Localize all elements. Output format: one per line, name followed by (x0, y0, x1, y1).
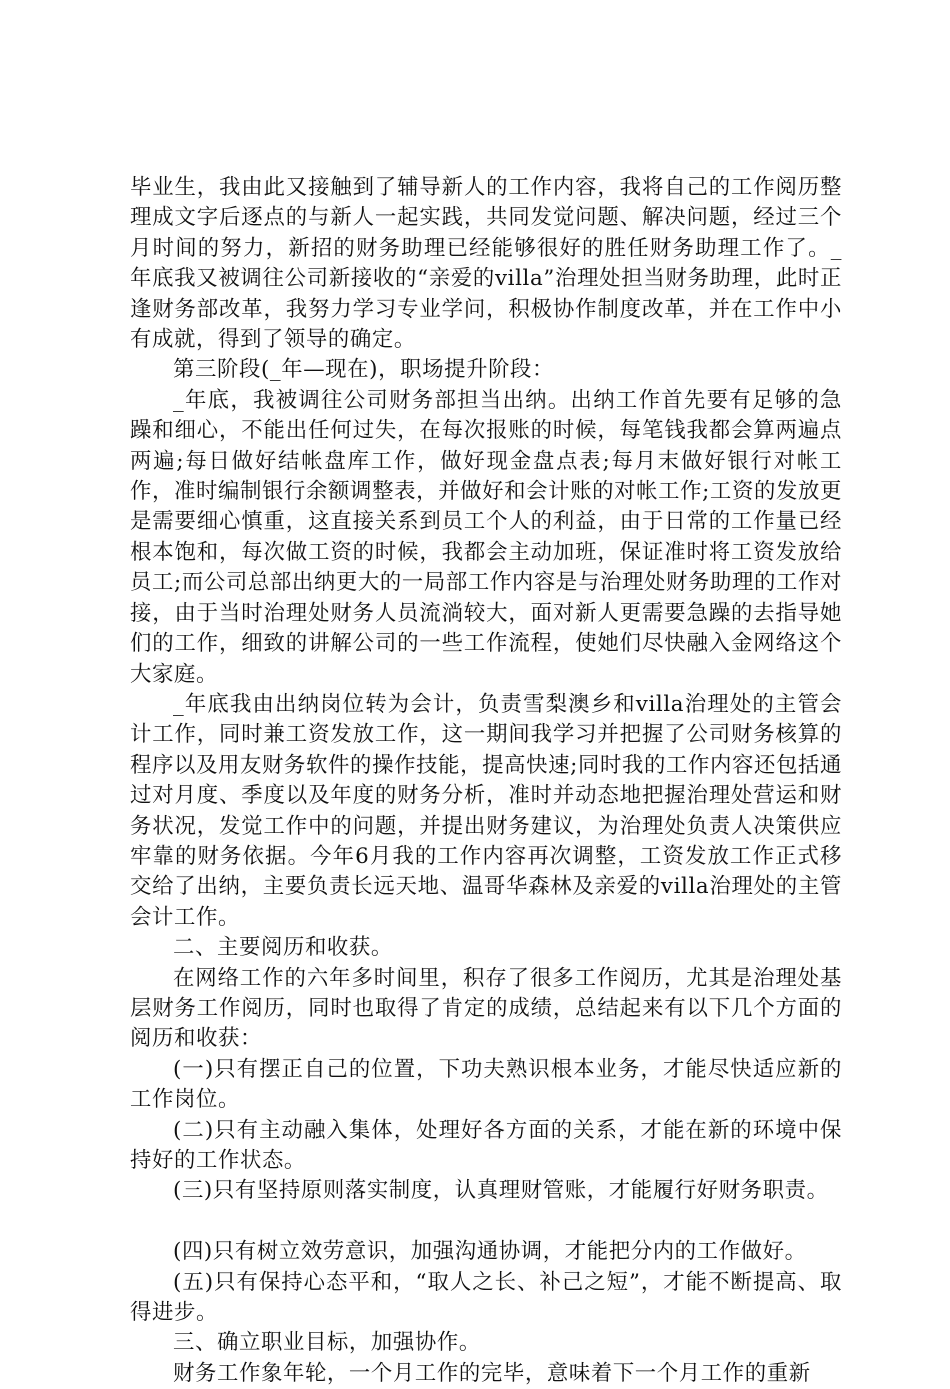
paragraph-3: _年底，我被调往公司财务部担当出纳。出纳工作首先要有足够的急躁和细心，不能出任何过失，在每次报账的时候，每笔钱我都会算两遍点两遍;每日做好结帐盘库工作，做好现金盘点表;每月末做好银行对帐工作，准时编制银行余额调整表，并做好和会计账的对帐工作;工资的发放更是需要细心慎重，这直接关系到员工个人的利益，由于日常的工作量已经根本饱和，每次做工资的时候，我都会主动加班，保证准时将工资发放给员工;而公司总部出纳更大的一局部工作内容是与治理处财务助理的工作对接，由于当时治理处财务人员流淌较大，面对新人更需要急躁的去指导她们的工作，细致的讲解公司的一些工作流程，使她们尽快融入金网络这个大家庭。 (130, 387, 842, 687)
list-item-1: (一)只有摆正自己的位置，下功夫熟识根本业务，才能尽快适应新的工作岗位。 (130, 1056, 842, 1113)
list-item-5: (五)只有保持心态平和，“取人之长、补己之短”，才能不断提高、取得进步。 (130, 1269, 842, 1326)
paragraph-2: 第三阶段(_年—现在)，职场提升阶段： (173, 357, 555, 383)
list-item-3: (三)只有坚持原则落实制度，认真理财管账，才能履行好财务职责。 (173, 1178, 829, 1204)
paragraph-4: _年底我由出纳岗位转为会计，负责雪梨澳乡和villa治理处的主管会计工作，同时兼工资发放工作，这一期间我学习并把握了公司财务核算的程序以及用友财务软件的操作技能，提高快速;同时我的工作内容还包括通过对月度、季度以及年度的财务分析，准时并动态地把握治理处营运和财务状况，发觉工作中的问题，并提出财务建议，为治理处负责人决策供应牢靠的财务依据。今年6月我的工作内容再次调整，工资发放工作正式移交给了出纳，主要负责长远天地、温哥华森林及亲爱的villa治理处的主管会计工作。 (130, 691, 842, 930)
list-item-2: (二)只有主动融入集体，处理好各方面的关系，才能在新的环境中保持好的工作状态。 (130, 1117, 842, 1173)
section-heading-3: 三、确立职业目标，加强协作。 (173, 1330, 481, 1356)
paragraph-6: 在网络工作的六年多时间里，积存了很多工作阅历，尤其是治理处基层财务工作阅历，同时也取得了肯定的成绩，总结起来有以下几个方面的阅历和收获： (130, 965, 842, 1052)
section-heading-2: 二、主要阅历和收获。 (173, 935, 393, 961)
paragraph-1: 毕业生，我由此又接触到了辅导新人的工作内容，我将自己的工作阅历整理成文字后逐点的与新人一起实践，共同发觉问题、解决问题，经过三个月时间的努力，新招的财务助理已经能够很好的胜任财务助理工作了。_年底我又被调往公司新接收的“亲爱的villa”治理处担当财务助理，此时正逢财务部改革，我努力学习专业学问，积极协作制度改革，并在工作中小有成就，得到了领导的确定。 (130, 175, 842, 353)
list-item-4: (四)只有树立效劳意识，加强沟通协调，才能把分内的工作做好。 (173, 1239, 807, 1265)
document-body (130, 173, 842, 1389)
blank-line (130, 1207, 842, 1237)
paragraph-last: 财务工作象年轮，一个月工作的完毕，意味着下一个月工作的重新 (173, 1360, 811, 1386)
